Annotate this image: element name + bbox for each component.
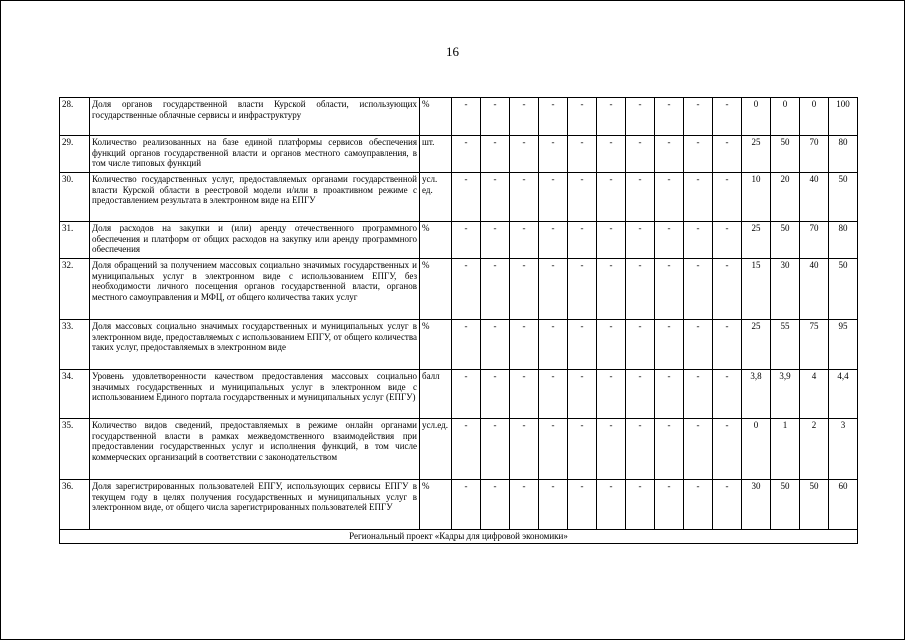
year-value-cell: 95	[829, 320, 858, 370]
empty-year-cell: -	[626, 222, 655, 259]
table-row	[60, 222, 858, 259]
year-value-cell: 10	[742, 173, 771, 222]
empty-year-cell: -	[684, 222, 713, 259]
empty-year-cell: -	[626, 259, 655, 320]
year-value-cell: 25	[742, 320, 771, 370]
year-value-cell: 80	[829, 222, 858, 259]
year-value-cell: 100	[829, 98, 858, 136]
empty-year-cell: -	[452, 136, 481, 173]
empty-year-cell: -	[597, 98, 626, 136]
section-row	[60, 530, 858, 544]
year-value-cell: 15	[742, 259, 771, 320]
empty-year-cell: -	[597, 259, 626, 320]
empty-year-cell: -	[539, 136, 568, 173]
empty-year-cell: -	[626, 173, 655, 222]
unit-cell: усл. ед.	[420, 173, 452, 222]
empty-year-cell: -	[684, 480, 713, 530]
empty-year-cell: -	[452, 222, 481, 259]
row-number: 31.	[60, 222, 90, 259]
empty-year-cell: -	[452, 173, 481, 222]
empty-year-cell: -	[481, 480, 510, 530]
empty-year-cell: -	[510, 320, 539, 370]
year-value-cell: 50	[829, 259, 858, 320]
row-number: 30.	[60, 173, 90, 222]
year-value-cell: 70	[800, 222, 829, 259]
empty-year-cell: -	[597, 370, 626, 419]
year-value-cell: 0	[800, 98, 829, 136]
table-row	[60, 173, 858, 222]
empty-year-cell: -	[481, 136, 510, 173]
empty-year-cell: -	[626, 480, 655, 530]
empty-year-cell: -	[452, 320, 481, 370]
empty-year-cell: -	[568, 480, 597, 530]
indicator-name: Количество видов сведений, предоставляемых в режиме онлайн органами государственной власти в рамках межведомственного взаимодействия при предоставлении государственных услуг и исполнения функций, в том числе коммерческих организаций в соответствии с законодательством	[90, 419, 420, 480]
empty-year-cell: -	[539, 98, 568, 136]
empty-year-cell: -	[626, 98, 655, 136]
table-row	[60, 419, 858, 480]
empty-year-cell: -	[568, 419, 597, 480]
empty-year-cell: -	[626, 370, 655, 419]
indicator-name: Доля органов государственной власти Курской области, использующих государственные облачные сервисы и инфраструктуру	[90, 98, 420, 136]
empty-year-cell: -	[626, 419, 655, 480]
year-value-cell: 55	[771, 320, 800, 370]
empty-year-cell: -	[539, 173, 568, 222]
year-value-cell: 25	[742, 136, 771, 173]
empty-year-cell: -	[713, 259, 742, 320]
row-number: 28.	[60, 98, 90, 136]
empty-year-cell: -	[713, 136, 742, 173]
empty-year-cell: -	[655, 173, 684, 222]
unit-cell: %	[420, 320, 452, 370]
empty-year-cell: -	[713, 98, 742, 136]
year-value-cell: 80	[829, 136, 858, 173]
row-number: 32.	[60, 259, 90, 320]
indicator-name: Количество реализованных на базе единой платформы сервисов обеспечения функций органов государственной власти и органов местного самоуправления, в том числе типовых функций	[90, 136, 420, 173]
empty-year-cell: -	[481, 419, 510, 480]
empty-year-cell: -	[481, 98, 510, 136]
year-value-cell: 0	[771, 98, 800, 136]
empty-year-cell: -	[597, 136, 626, 173]
year-value-cell: 0	[742, 98, 771, 136]
year-value-cell: 0	[742, 419, 771, 480]
table-row	[60, 98, 858, 136]
empty-year-cell: -	[539, 419, 568, 480]
empty-year-cell: -	[655, 98, 684, 136]
table-row	[60, 480, 858, 530]
empty-year-cell: -	[568, 136, 597, 173]
empty-year-cell: -	[655, 320, 684, 370]
table-row	[60, 259, 858, 320]
year-value-cell: 3,9	[771, 370, 800, 419]
empty-year-cell: -	[597, 320, 626, 370]
empty-year-cell: -	[510, 136, 539, 173]
empty-year-cell: -	[568, 259, 597, 320]
empty-year-cell: -	[568, 370, 597, 419]
empty-year-cell: -	[510, 98, 539, 136]
year-value-cell: 40	[800, 173, 829, 222]
empty-year-cell: -	[510, 173, 539, 222]
year-value-cell: 60	[829, 480, 858, 530]
empty-year-cell: -	[626, 136, 655, 173]
empty-year-cell: -	[510, 259, 539, 320]
empty-year-cell: -	[684, 320, 713, 370]
indicator-name: Доля зарегистрированных пользователей ЕПГУ, использующих сервисы ЕПГУ в текущем году в целях получения государственных и муниципальных услуг в электронном виде, от общего числа зарегистрированных пользователей ЕПГУ	[90, 480, 420, 530]
empty-year-cell: -	[597, 480, 626, 530]
row-number: 35.	[60, 419, 90, 480]
year-value-cell: 75	[800, 320, 829, 370]
empty-year-cell: -	[713, 173, 742, 222]
year-value-cell: 3	[829, 419, 858, 480]
unit-cell: усл.ед.	[420, 419, 452, 480]
year-value-cell: 3,8	[742, 370, 771, 419]
empty-year-cell: -	[713, 370, 742, 419]
empty-year-cell: -	[510, 419, 539, 480]
year-value-cell: 4,4	[829, 370, 858, 419]
empty-year-cell: -	[568, 98, 597, 136]
row-number: 36.	[60, 480, 90, 530]
empty-year-cell: -	[713, 222, 742, 259]
empty-year-cell: -	[452, 259, 481, 320]
empty-year-cell: -	[539, 320, 568, 370]
empty-year-cell: -	[713, 480, 742, 530]
empty-year-cell: -	[684, 419, 713, 480]
empty-year-cell: -	[481, 320, 510, 370]
year-value-cell: 40	[800, 259, 829, 320]
empty-year-cell: -	[452, 98, 481, 136]
empty-year-cell: -	[655, 419, 684, 480]
indicator-name: Количество государственных услуг, предоставляемых органами государственной власти Курской области в реестровой модели и/или в проактивном режиме с предоставлением результата в электронном виде на ЕПГУ	[90, 173, 420, 222]
empty-year-cell: -	[597, 222, 626, 259]
empty-year-cell: -	[568, 222, 597, 259]
unit-cell: шт.	[420, 136, 452, 173]
year-value-cell: 4	[800, 370, 829, 419]
unit-cell: %	[420, 222, 452, 259]
year-value-cell: 25	[742, 222, 771, 259]
empty-year-cell: -	[713, 419, 742, 480]
empty-year-cell: -	[684, 370, 713, 419]
year-value-cell: 30	[742, 480, 771, 530]
page-number: 16	[446, 44, 459, 59]
empty-year-cell: -	[713, 320, 742, 370]
empty-year-cell: -	[684, 173, 713, 222]
table-row	[60, 370, 858, 419]
empty-year-cell: -	[684, 98, 713, 136]
section-title: Региональный проект «Кадры для цифровой экономики»	[60, 530, 858, 544]
empty-year-cell: -	[655, 480, 684, 530]
empty-year-cell: -	[539, 222, 568, 259]
row-number: 33.	[60, 320, 90, 370]
indicator-name: Доля обращений за получением массовых социально значимых государственных и муниципальных услуг в электронном виде с использованием ЕПГУ, без необходимости личного посещения органов государственной власти, органов местного самоуправления и МФЦ, от общего количества таких услуг	[90, 259, 420, 320]
table-row	[60, 320, 858, 370]
empty-year-cell: -	[568, 320, 597, 370]
empty-year-cell: -	[481, 222, 510, 259]
empty-year-cell: -	[510, 370, 539, 419]
empty-year-cell: -	[597, 419, 626, 480]
table-row	[60, 136, 858, 173]
year-value-cell: 50	[771, 136, 800, 173]
year-value-cell: 50	[829, 173, 858, 222]
empty-year-cell: -	[655, 370, 684, 419]
empty-year-cell: -	[626, 320, 655, 370]
unit-cell: %	[420, 98, 452, 136]
year-value-cell: 50	[771, 480, 800, 530]
empty-year-cell: -	[655, 136, 684, 173]
empty-year-cell: -	[655, 259, 684, 320]
empty-year-cell: -	[539, 480, 568, 530]
empty-year-cell: -	[481, 370, 510, 419]
empty-year-cell: -	[568, 173, 597, 222]
unit-cell: %	[420, 259, 452, 320]
year-value-cell: 1	[771, 419, 800, 480]
empty-year-cell: -	[452, 370, 481, 419]
empty-year-cell: -	[597, 173, 626, 222]
empty-year-cell: -	[684, 259, 713, 320]
year-value-cell: 2	[800, 419, 829, 480]
year-value-cell: 70	[800, 136, 829, 173]
year-value-cell: 50	[800, 480, 829, 530]
empty-year-cell: -	[655, 222, 684, 259]
indicator-name: Уровень удовлетворенности качеством предоставления массовых социально значимых государственных и муниципальных услуг в электронном виде с использованием Единого портала государственных и муниципальных услуг (ЕПГУ)	[90, 370, 420, 419]
empty-year-cell: -	[510, 222, 539, 259]
empty-year-cell: -	[510, 480, 539, 530]
empty-year-cell: -	[481, 173, 510, 222]
year-value-cell: 50	[771, 222, 800, 259]
row-number: 34.	[60, 370, 90, 419]
indicators-table	[59, 97, 858, 544]
unit-cell: балл	[420, 370, 452, 419]
empty-year-cell: -	[684, 136, 713, 173]
year-value-cell: 30	[771, 259, 800, 320]
empty-year-cell: -	[452, 419, 481, 480]
row-number: 29.	[60, 136, 90, 173]
empty-year-cell: -	[481, 259, 510, 320]
indicator-name: Доля массовых социально значимых государственных и муниципальных услуг в электронном виде, предоставляемых с использованием ЕПГУ, от общего количества таких услуг, предоставляемых в электронном виде	[90, 320, 420, 370]
empty-year-cell: -	[539, 370, 568, 419]
indicator-name: Доля расходов на закупки и (или) аренду отечественного программного обеспечения и платформ от общих расходов на закупку или аренду программного обеспечения	[90, 222, 420, 259]
year-value-cell: 20	[771, 173, 800, 222]
empty-year-cell: -	[452, 480, 481, 530]
unit-cell: %	[420, 480, 452, 530]
empty-year-cell: -	[539, 259, 568, 320]
